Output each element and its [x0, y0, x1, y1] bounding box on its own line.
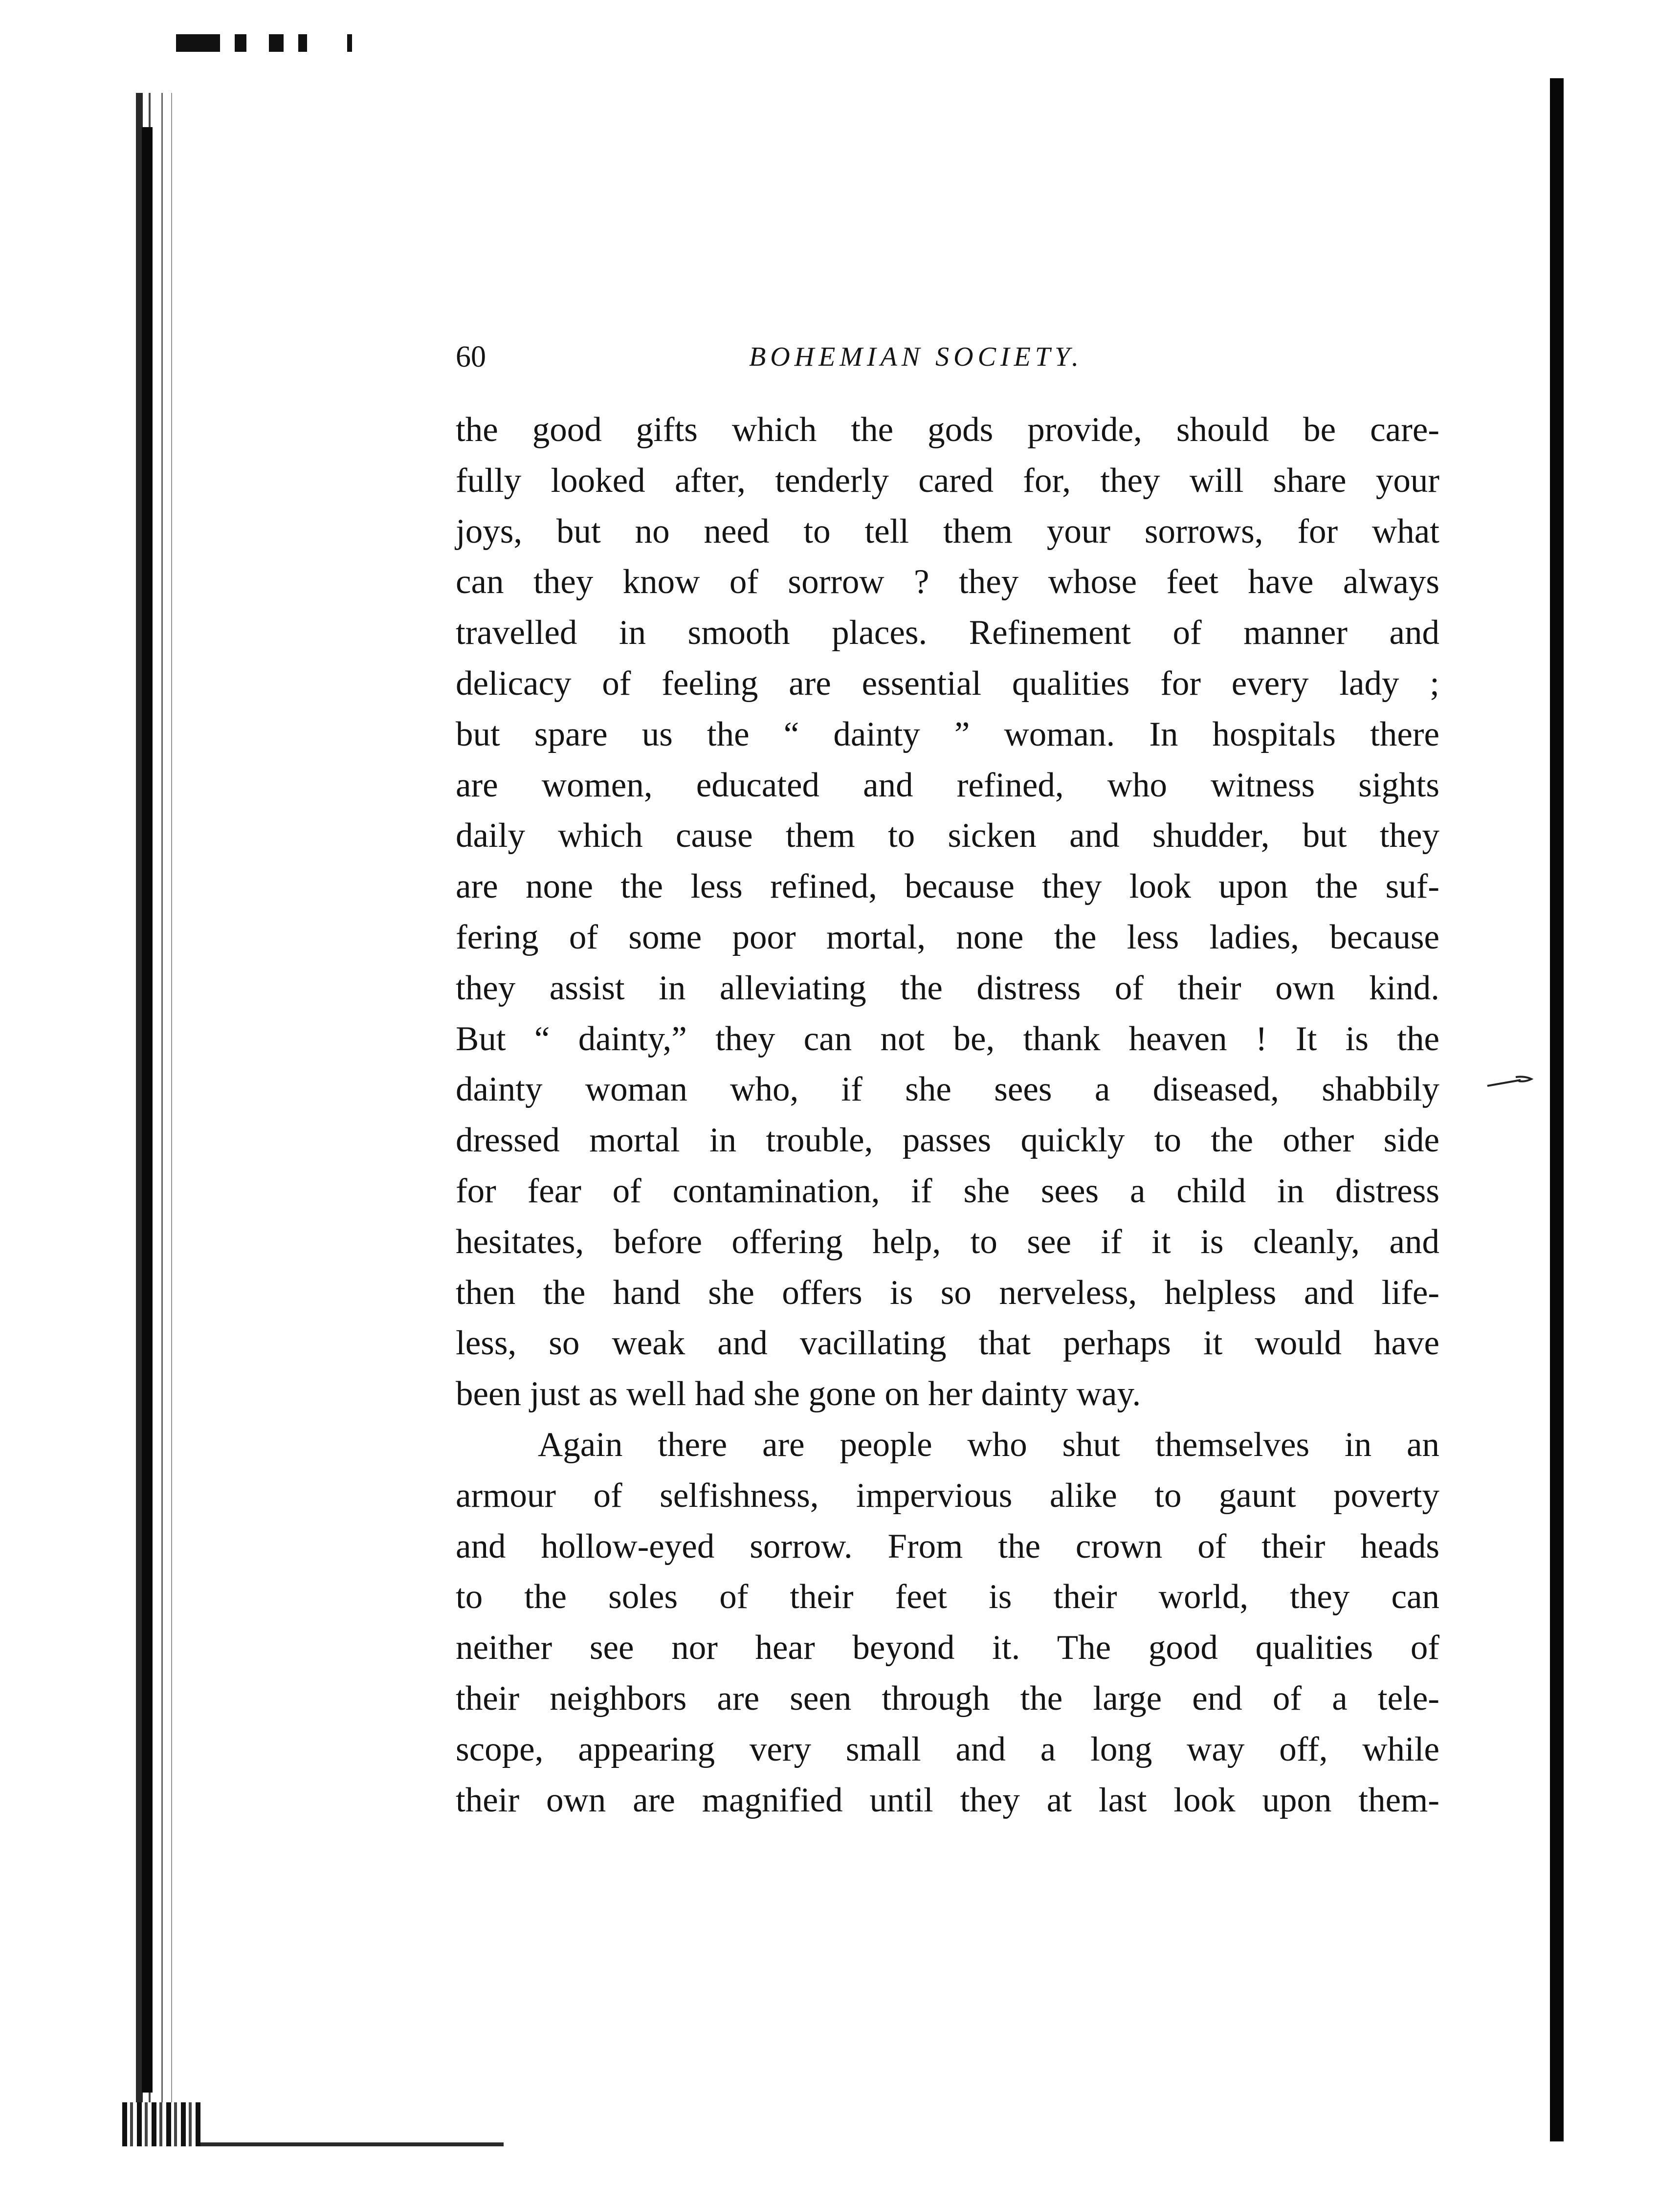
- text-line: hesitates, before offering help, to see if it is cleanly, and: [456, 1222, 1439, 1261]
- scan-bottom-rule: [200, 2142, 504, 2146]
- text-line: scope, appearing very small and a long way off, while: [456, 1730, 1439, 1768]
- running-header: [456, 332, 1145, 381]
- text-line: daily which cause them to sicken and shudder, but they: [456, 816, 1439, 855]
- text-line: for fear of contamination, if she sees a child in distress: [456, 1171, 1439, 1210]
- text-line: less, so weak and vacillating that perhaps it would have: [456, 1324, 1439, 1363]
- page-number: 60: [456, 340, 486, 374]
- text-line: the good gifts which the gods provide, should be care-: [456, 411, 1439, 449]
- text-line: then the hand she offers is so nerveless, helpless and life-: [456, 1273, 1439, 1312]
- text-line: fully looked after, tenderly cared for, they will share your: [456, 461, 1439, 500]
- text-line: but spare us the “ dainty ” woman. In hospitals there: [456, 715, 1439, 753]
- body-text: [456, 405, 1439, 1826]
- text-line: they assist in alleviating the distress of their own kind.: [456, 969, 1439, 1007]
- text-line: and hollow-eyed sorrow. From the crown of their heads: [456, 1527, 1439, 1566]
- text-line: joys, but no need to tell them your sorrows, for what: [456, 512, 1439, 551]
- text-line: fering of some poor mortal, none the less ladies, because: [456, 918, 1439, 956]
- text-line: travelled in smooth places. Refinement of manner and: [456, 614, 1439, 652]
- running-title: BOHEMIAN SOCIETY.: [749, 342, 1083, 372]
- text-line: their own are magnified until they at last look upon them-: [456, 1781, 1439, 1819]
- text-line: neither see nor hear beyond it. The good qualities of: [456, 1629, 1439, 1667]
- scan-gutter-left-edge: [142, 127, 153, 2093]
- margin-pencil-mark: [1486, 1073, 1535, 1093]
- text-line: are women, educated and refined, who witness sights: [456, 766, 1439, 804]
- text-line: delicacy of feeling are essential qualities for every lady ;: [456, 664, 1439, 703]
- scan-top-marks: [176, 34, 372, 54]
- text-line: But “ dainty,” they can not be, thank heaven ! It is the: [456, 1019, 1439, 1058]
- scan-bottom-smudge: [122, 2102, 200, 2146]
- text-line: to the soles of their feet is their world, they can: [456, 1578, 1439, 1616]
- text-line: their neighbors are seen through the large end of a tele-: [456, 1679, 1439, 1718]
- text-line: are none the less refined, because they look upon the suf-: [456, 867, 1439, 906]
- text-line: dressed mortal in trouble, passes quickly to the other side: [456, 1121, 1439, 1160]
- scan-gutter-right: [1550, 78, 1564, 2141]
- text-line: armour of selfishness, impervious alike to gaunt poverty: [456, 1476, 1439, 1515]
- text-line: dainty woman who, if she sees a diseased, shabbily: [456, 1070, 1439, 1109]
- text-line: been just as well had she gone on her dainty way.: [456, 1375, 1141, 1413]
- text-line: can they know of sorrow ? they whose feet have always: [456, 563, 1439, 601]
- text-line-paragraph-start: Again there are people who shut themselves in an: [538, 1425, 1439, 1464]
